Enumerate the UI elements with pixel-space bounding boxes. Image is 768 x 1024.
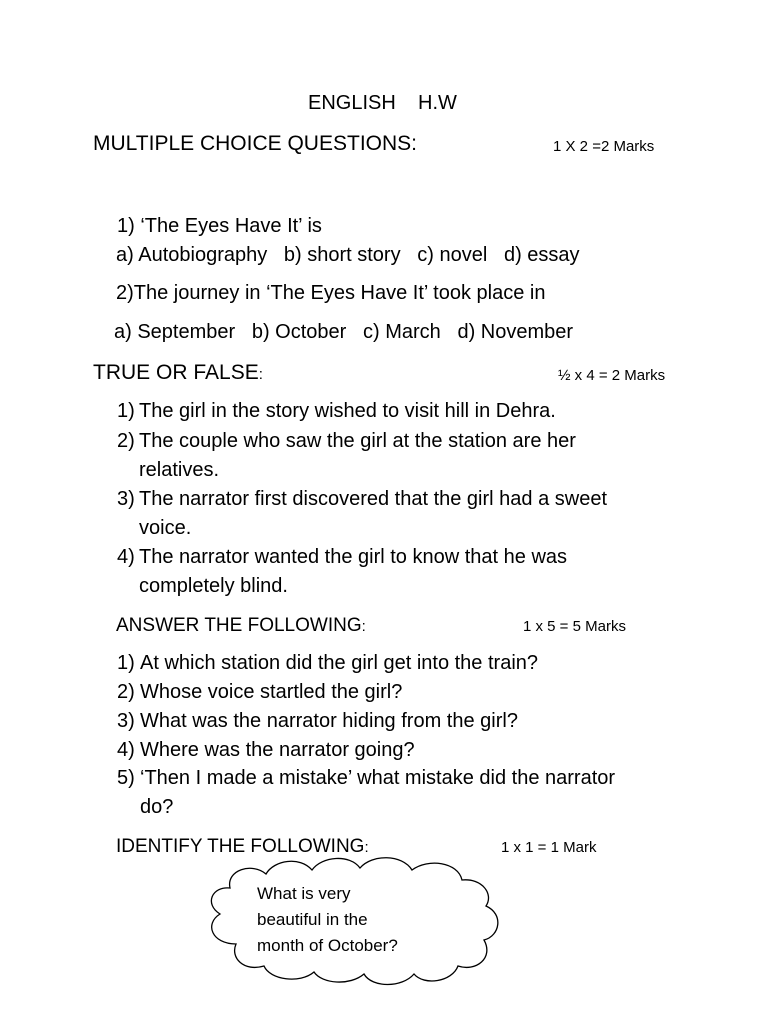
true-false-marks: ½ x 4 = 2 Marks [558,367,666,384]
mcq-question-1: 1) ‘The Eyes Have It’ is [117,215,322,237]
answer-item-4-text: Where was the narrator going? [140,739,415,761]
answer-item-5-text: ‘Then I made a mistake’ what mistake did the narrator [140,767,616,789]
answer-item-3-num: 3) [117,710,135,732]
true-false-heading [93,361,263,385]
cloud-line-1: What is very [257,884,351,903]
true-false-heading-colon: : [258,366,263,383]
mcq-question-1-options: a) Autobiography b) short story c) novel d) essay [116,244,580,266]
answer-marks: 1 x 5 = 5 Marks [523,618,626,635]
cloud-callout-text [257,881,398,959]
answer-item-3-text: What was the narrator hiding from the girl? [140,710,518,732]
answer-item-2-num: 2) [117,681,135,703]
true-false-heading-text: TRUE OR FALSE [93,361,259,384]
answer-item-4-num: 4) [117,739,135,761]
mcq-heading: MULTIPLE CHOICE QUESTIONS: [93,132,417,155]
true-false-item-4-text: The narrator wanted the girl to know that he was [139,546,568,568]
page-title: ENGLISH H.W [308,92,457,114]
true-false-item-3-num: 3) [117,488,135,510]
answer-heading [116,615,366,637]
true-false-item-1-num: 1) [117,400,135,422]
true-false-item-2-text-cont: relatives. [139,459,220,481]
answer-item-1-text: At which station did the girl get into the train? [140,652,539,674]
true-false-item-3-text: The narrator first discovered that the girl had a sweet [139,488,608,510]
true-false-item-2-text: The couple who saw the girl at the station are her [139,430,576,452]
true-false-item-3-text-cont: voice. [139,517,192,539]
mcq-question-2-options: a) September b) October c) March d) November [114,321,574,343]
identify-heading-text: IDENTIFY THE FOLLOWING [116,836,365,857]
mcq-marks: 1 X 2 =2 Marks [553,138,655,155]
answer-item-5-text-cont: do? [140,796,174,818]
identify-marks: 1 x 1 = 1 Mark [501,839,597,856]
answer-heading-text: ANSWER THE FOLLOWING [116,615,362,636]
cloud-line-2: beautiful in the [257,910,368,929]
mcq-question-2: 2)The journey in ‘The Eyes Have It’ took place in [116,282,546,304]
true-false-item-1-text: The girl in the story wished to visit hill in Dehra. [139,400,556,422]
true-false-item-4-num: 4) [117,546,135,568]
true-false-item-2-num: 2) [117,430,135,452]
answer-item-2-text: Whose voice startled the girl? [140,681,403,703]
answer-heading-colon: : [361,618,366,635]
cloud-line-3: month of October? [257,936,398,955]
answer-item-1-num: 1) [117,652,135,674]
true-false-item-4-text-cont: completely blind. [139,575,288,597]
identify-heading-colon: : [364,839,369,856]
answer-item-5-num: 5) [117,767,135,789]
